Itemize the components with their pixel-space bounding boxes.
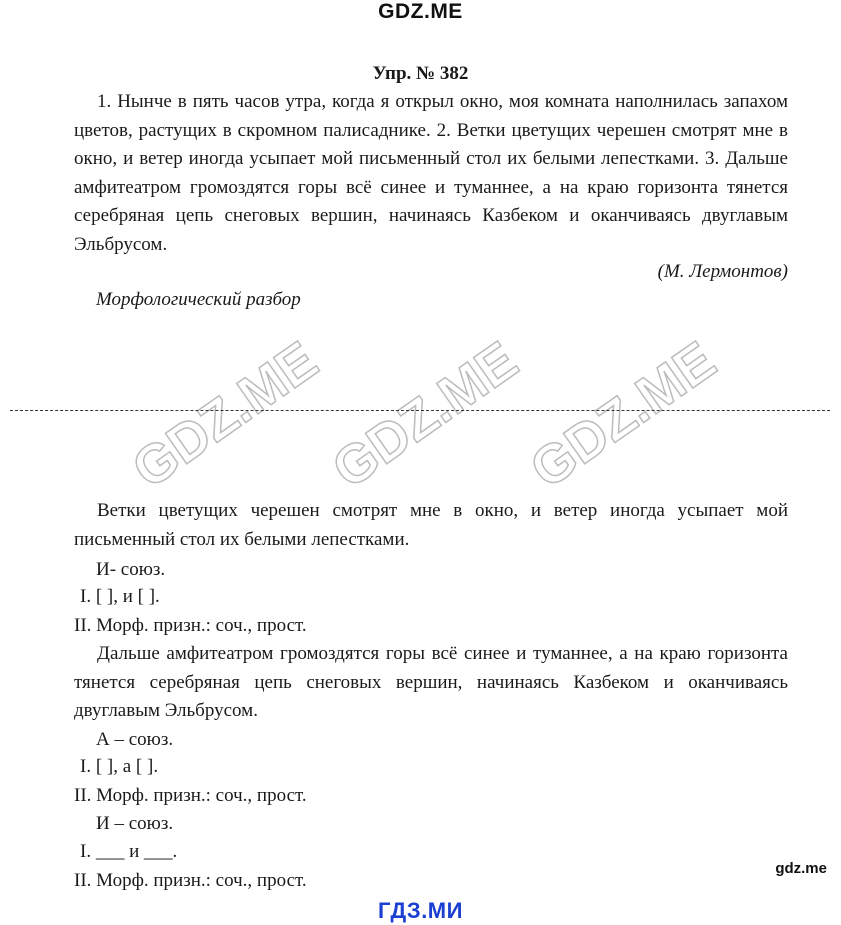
watermark: GDZ.ME bbox=[321, 330, 529, 500]
conjunction-note: И- союз. bbox=[96, 559, 166, 580]
sentence-2: Ветки цветущих черешен смотрят мне в окно, и ветер иногда усыпает мой письменный стол их белыми лепестками. bbox=[74, 500, 788, 550]
author-attribution: (М. Лермонтов) bbox=[657, 261, 788, 282]
watermark: GDZ.ME bbox=[121, 330, 329, 500]
exercise-title: Упр. № 382 bbox=[372, 63, 469, 84]
conjunction-note: И – союз. bbox=[96, 813, 174, 834]
analysis-heading: Морфологический разбор bbox=[96, 289, 301, 310]
properties-line: II. Морф. призн.: соч., прост. bbox=[74, 785, 307, 806]
sentence-3: Дальше амфитеатром громоздятся горы всё синее и туманнее, а на краю горизонта тянется серебряная цепь снеговых вершин, начинаясь Казбеком и оканчиваясь двуглавым Эльбрусом. bbox=[74, 643, 788, 721]
scheme-line: I. ___ и ___. bbox=[80, 841, 178, 862]
scheme-line: I. [ ], а [ ]. bbox=[80, 756, 159, 777]
properties-line: II. Морф. призн.: соч., прост. bbox=[74, 870, 307, 891]
properties-line: II. Морф. призн.: соч., прост. bbox=[74, 615, 307, 636]
conjunction-note: А – союз. bbox=[96, 729, 174, 750]
exercise-text: 1. Нынче в пять часов утра, когда я открыл окно, моя комната наполнилась запахом цветов, растущих в скромном палисаднике. 2. Ветки цветущих черешен смотрят мне в окно, и ветер иногда усыпает мой письменный стол их белыми лепестками. 3. Дальше амфитеатром громоздятся горы всё синее и туманнее, а на краю горизонта тянется серебряная цепь снеговых вершин, начинаясь Казбеком и оканчиваясь двуглавым Эльбрусом. bbox=[74, 91, 788, 255]
footer-brand: ГДЗ.МИ bbox=[378, 898, 463, 923]
watermark: GDZ.ME bbox=[519, 330, 727, 500]
dashed-divider bbox=[10, 410, 830, 411]
scheme-line: I. [ ], и [ ]. bbox=[80, 586, 160, 607]
site-logo: GDZ.ME bbox=[378, 0, 463, 23]
footer-site-link[interactable]: gdz.me bbox=[775, 860, 827, 877]
